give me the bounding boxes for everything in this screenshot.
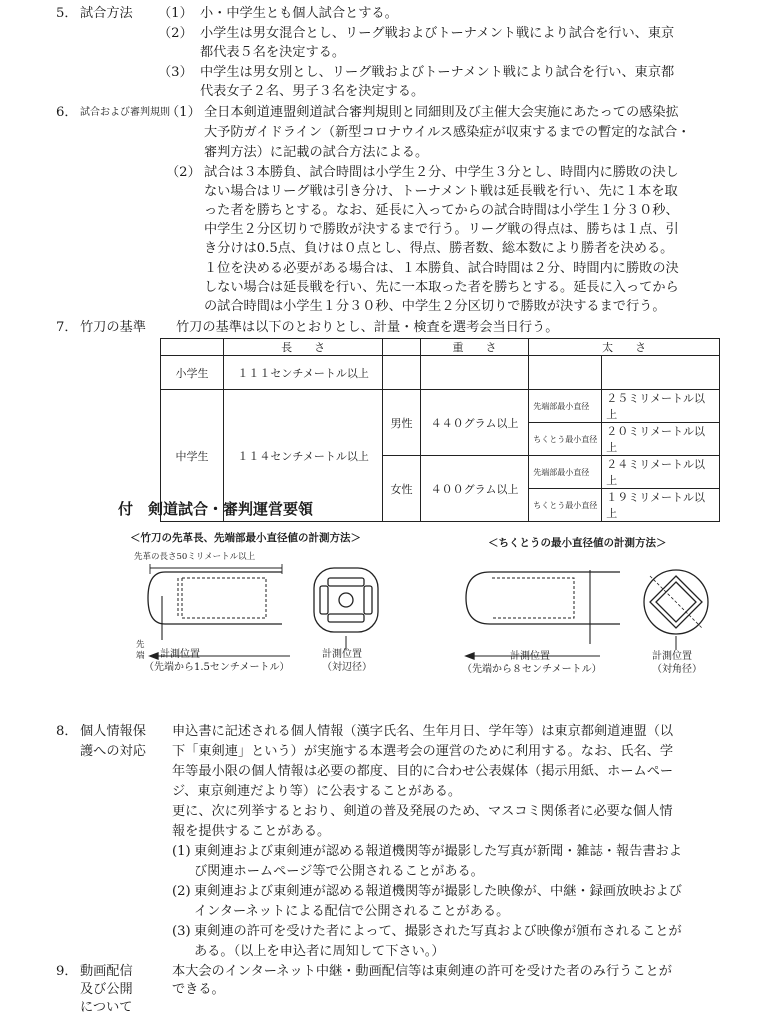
- male-label: 男性: [383, 390, 421, 456]
- item-text: 小学生は男女混合とし、リーグ戦およびトーナメント戦により試合を行い、東京: [200, 26, 675, 41]
- appendix-title: 付 剣道試合・審判運営要領: [118, 500, 314, 518]
- paragraph-line: 報を提供することがある。: [172, 824, 331, 839]
- item-number: （2）: [166, 165, 201, 180]
- right-cross-label: 計測位置: [652, 651, 692, 662]
- section-label: 動画配信: [80, 964, 133, 979]
- paragraph-line: ジ、東京剣連だより等）に公表することがある。: [172, 784, 462, 799]
- table-blank: [383, 356, 421, 390]
- item-text: １位を決める必要がある場合は、１本勝負、試合時間は２分、時間内に勝敗の決: [204, 261, 679, 276]
- item-text: 東剣連および東剣連が認める報道機関等が撮影した映像が、中継・録画放映および: [194, 884, 682, 899]
- right-measure-label: 計測位置: [510, 651, 550, 662]
- item-text: ない場合はリーグ戦は引き分け、トーナメント戦は延長戦を行い、先に１本を取: [204, 184, 678, 199]
- section-text: 竹刀の基準は以下のとおりとし、計量・検査を選考会当日行う。: [176, 320, 559, 335]
- right-shinai-outline: [466, 572, 620, 624]
- section-label: 試合および審判規則: [80, 107, 170, 118]
- diameter-label: ちくとう最小直径: [529, 423, 602, 456]
- item-text: 中学生は男女別とし、リーグ戦およびトーナメント戦により試合を行い、東京都: [200, 65, 675, 80]
- item-text: 審判方法）に記載の試合方法による。: [204, 145, 429, 160]
- left-diagram-caption: ＜竹刀の先革長、先端部最小直径値の計測方法＞: [130, 532, 361, 544]
- section-label: について: [80, 1000, 133, 1015]
- left-shinai-outline: [148, 572, 282, 624]
- item-number: (2): [172, 884, 191, 899]
- left-measure-sub: （先端から1.5センチメートル）: [144, 662, 290, 673]
- item-text: 都代表５名を決定する。: [200, 45, 346, 60]
- diameter-value: １９ミリメートル以上: [602, 489, 720, 522]
- item-text: 大予防ガイドライン（新型コロナウイルス感染症が収束するまでの暫定的な試合・: [204, 125, 691, 140]
- item-text: しない場合は延長戦を行い、先に一本取った者を勝ちとする。延長に入ってから: [204, 280, 679, 295]
- section-label: 竹刀の基準: [80, 320, 146, 335]
- item-text: 東剣連の許可を受けた者によって、撮影された写真および映像が頒布されることが: [194, 924, 682, 939]
- diameter-value: ２０ミリメートル以上: [602, 423, 720, 456]
- male-weight: ４４０グラム以上: [420, 390, 528, 456]
- saki-label: 先端: [136, 640, 145, 661]
- row-label-junior: 中学生: [161, 390, 224, 522]
- table-blank: [420, 356, 528, 390]
- row-label-elementary: 小学生: [161, 356, 224, 390]
- left-cross-label: 計測位置: [322, 649, 362, 660]
- item-text: 小・中学生とも個人試合とする。: [200, 6, 398, 21]
- paragraph-line: できる。: [172, 982, 225, 997]
- item-text: の試合時間は小学生１分３０秒、中学生２分区切りで勝敗が決するまで行う。: [204, 299, 666, 314]
- right-cross-sub: （対角径）: [652, 664, 702, 675]
- section-number: 7．: [56, 320, 78, 335]
- paragraph-line: 本大会のインターネット中継・動画配信等は東剣連の許可を受けた者のみ行うことが: [172, 964, 672, 979]
- item-text: ある。（以上を申込者に周知して下さい。）: [194, 944, 445, 959]
- item-text: 全日本剣道連盟剣道試合審判規則と同細則及び主催大会実施にあたっての感染拡: [204, 105, 679, 120]
- diameter-label: ちくとう最小直径: [529, 489, 602, 522]
- shinai-measurement-diagram: [0, 560, 760, 690]
- sakigawa-length-note: 先革の長さ50ミリメートル以上: [134, 552, 256, 562]
- item-text: った者を勝ちとする。なお、延長に入ってからの試合時間は小学生１分３０秒、: [204, 203, 679, 218]
- diameter-label: 先端部最小直径: [529, 456, 602, 489]
- section-label: 個人情報保: [80, 724, 146, 739]
- item-text: き分けは0.5点、負けは０点とし、得点、勝者数、総本数により勝者を決める。: [204, 241, 674, 256]
- item-text: 中学生２分区切りで勝敗が決するまで行う。リーグ戦の得点は、勝ちは１点、引: [204, 222, 679, 237]
- item-number: （1）: [166, 105, 201, 120]
- paragraph-line: 下「東剣連」という）が実施する本選考会の運営のために利用する。なお、氏名、学: [172, 744, 674, 759]
- section-number: 8．: [56, 724, 78, 739]
- female-weight: ４００グラム以上: [420, 456, 528, 522]
- header-diameter: 太 さ: [529, 339, 720, 356]
- right-diagram-caption: ＜ちくとうの最小直径値の計測方法＞: [488, 537, 667, 549]
- section-number: 5．: [56, 6, 78, 21]
- paragraph-line: 申込書に記述される個人情報（漢字氏名、生年月日、学年等）は東京都剣道連盟（以: [172, 724, 674, 739]
- section-label: 試合方法: [80, 6, 133, 21]
- left-cross-sub: （対辺径）: [322, 662, 372, 673]
- section-number: 9．: [56, 964, 78, 979]
- item-text: び関連ホームページ等で公開されることがある。: [194, 864, 484, 879]
- item-number: （2）: [158, 26, 193, 41]
- diameter-label: 先端部最小直径: [529, 390, 602, 423]
- item-number: （3）: [158, 65, 193, 80]
- table-corner: [161, 339, 224, 356]
- item-text: インターネットによる配信で公開されることがある。: [194, 904, 510, 919]
- table-blank: [602, 356, 720, 390]
- table-blank: [383, 339, 421, 356]
- item-text: 東剣連および東剣連が認める報道機関等が撮影した写真が新聞・雑誌・報告書およ: [194, 844, 682, 859]
- diameter-value: ２４ミリメートル以上: [602, 456, 720, 489]
- item-number: (3): [172, 924, 191, 939]
- paragraph-line: 年等最小限の個人情報は必要の都度、目的に合わせ公表媒体（掲示用紙、ホームペー: [172, 764, 674, 779]
- section-number: 6．: [56, 105, 78, 120]
- left-measure-label: 計測位置: [160, 649, 200, 660]
- female-label: 女性: [383, 456, 421, 522]
- item-number: （1）: [158, 6, 193, 21]
- shinai-spec-table: [160, 338, 720, 522]
- section-label: 護への対応: [80, 744, 146, 759]
- item-number: (1): [172, 844, 191, 859]
- item-text: 代表女子２名、男子３名を決定する。: [200, 84, 425, 99]
- right-measure-sub: （先端から８センチメートル）: [462, 664, 602, 675]
- elementary-length: １１１センチメートル以上: [223, 356, 382, 390]
- header-weight: 重 さ: [420, 339, 528, 356]
- item-text: 試合は３本勝負、試合時間は小学生２分、中学生３分とし、時間内に勝敗の決し: [204, 165, 679, 180]
- table-blank: [529, 356, 602, 390]
- paragraph-line: 更に、次に列挙するとおり、剣道の普及発展のため、マスコミ関係者に必要な個人情: [172, 804, 673, 819]
- header-length: 長 さ: [223, 339, 382, 356]
- diameter-value: ２５ミリメートル以上: [602, 390, 720, 423]
- junior-length: １１４センチメートル以上: [223, 390, 382, 522]
- section-label: 及び公開: [80, 982, 133, 997]
